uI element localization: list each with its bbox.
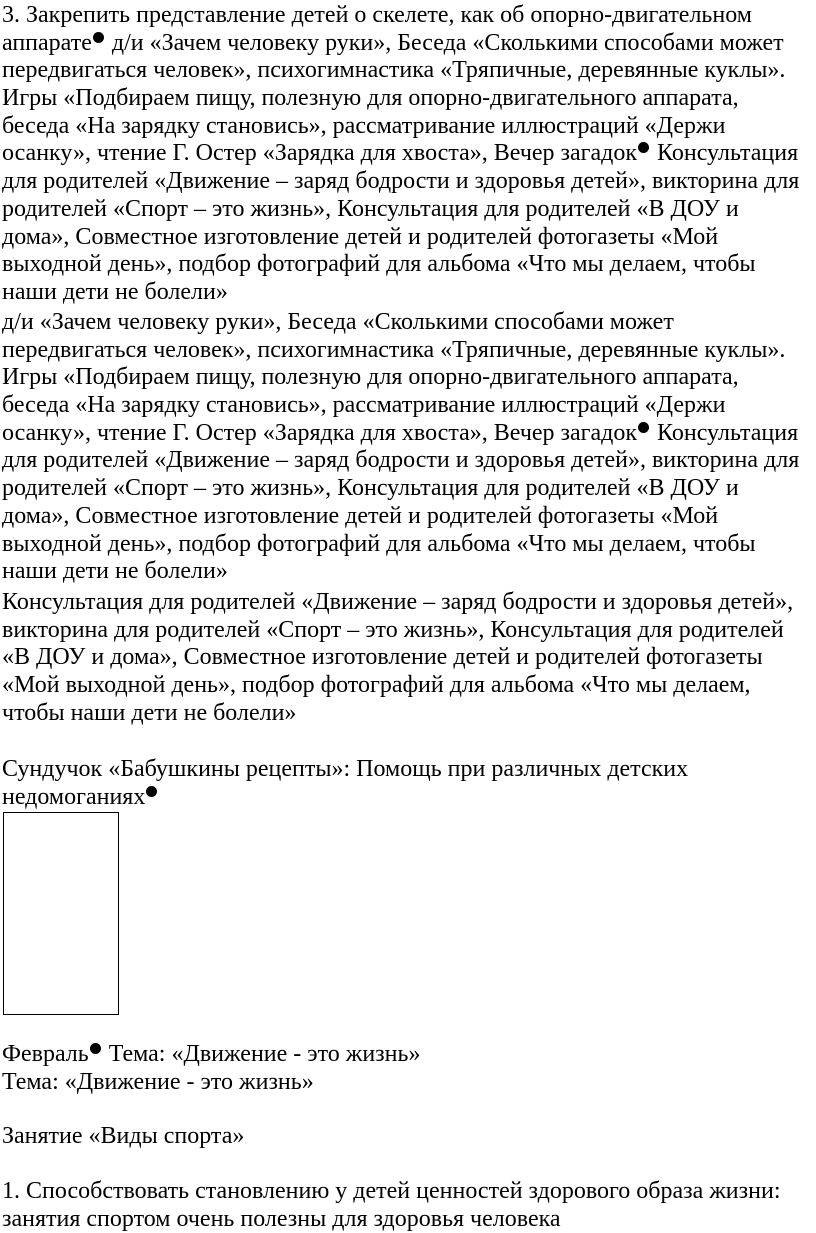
paragraph-activities-repeat <box>2 309 816 586</box>
bullet-icon <box>90 1043 101 1054</box>
text-line: викторина для родителей «Спорт – это жизнь», Консультация для родителей <box>2 616 784 643</box>
empty-image-frame <box>3 812 119 1015</box>
text-line: выходной день», подбор фотографий для альбома «Что мы делаем, чтобы <box>2 530 756 557</box>
text-line: занятия спортом очень полезны для здоровья человека <box>2 1205 561 1232</box>
text-line: чтобы наши дети не болели» <box>2 699 297 726</box>
text-segment: д/и «Зачем человеку руки», Беседа «Сколькими способами может <box>105 29 784 56</box>
text-segment: Февраль <box>2 1041 89 1067</box>
text-line: для родителей «Движение – заряд бодрости и здоровья детей», викторина для <box>2 168 800 195</box>
text-segment: недомоганиях <box>2 783 146 810</box>
text-line: Сундучок «Бабушкины рецепты»: Помощь при различных детских <box>2 756 689 782</box>
text-segment: осанку», чтение Г. Остер «Зарядка для хвоста», Вечер загадок <box>2 419 638 446</box>
text-line: Занятие «Виды спорта» <box>2 1123 245 1149</box>
text-segment: осанку», чтение Г. Остер «Зарядка для хвоста», Вечер загадок <box>2 140 638 167</box>
text-line: для родителей «Движение – заряд бодрости и здоровья детей», викторина для <box>2 447 800 474</box>
text-line <box>2 30 816 58</box>
paragraph-february-theme <box>2 1041 816 1096</box>
text-line: родителей «Спорт – это жизнь», Консультация для родителей «В ДОУ и <box>2 195 739 222</box>
bullet-icon <box>93 32 104 43</box>
paragraph-lesson-title <box>2 1123 816 1151</box>
text-line: 3. Закрепить представление детей о скелете, как об опорно-двигательном <box>2 2 752 28</box>
bullet-icon <box>638 422 649 433</box>
text-line: Игры «Подбираем пищу, полезную для опорно-двигательного аппарата, <box>2 364 739 391</box>
text-line: наши дети не болели» <box>2 558 228 585</box>
text-line: дома», Совместное изготовление детей и родителей фотогазеты «Мой <box>2 502 719 529</box>
text-line: дома», Совместное изготовление детей и родителей фотогазеты «Мой <box>2 223 719 250</box>
text-line <box>2 784 816 812</box>
text-line: «Мой выходной день», подбор фотографий для альбома «Что мы делаем, <box>2 672 751 699</box>
text-segment: Консультация <box>651 419 799 446</box>
text-segment: Консультация <box>651 140 799 167</box>
text-segment: Тема: «Движение - это жизнь» <box>102 1041 421 1067</box>
text-segment: аппарате <box>2 29 92 56</box>
text-line <box>2 140 816 168</box>
text-line: беседа «На зарядку становись», рассматривание иллюстраций «Держи <box>2 112 726 139</box>
text-line: д/и «Зачем человеку руки», Беседа «Сколькими способами может <box>2 309 674 335</box>
text-line: Консультация для родителей «Движение – заряд бодрости и здоровья детей», <box>2 589 794 615</box>
text-line: передвигаться человек», психогимнастика «Тряпичные, деревянные куклы». <box>2 57 786 84</box>
text-line: передвигаться человек», психогимнастика «Тряпичные, деревянные куклы». <box>2 336 786 363</box>
text-line: беседа «На зарядку становись», рассматривание иллюстраций «Держи <box>2 392 726 419</box>
text-line: Тема: «Движение - это жизнь» <box>2 1068 314 1095</box>
bullet-icon <box>638 142 649 153</box>
paragraph-skeleton-activities <box>2 2 816 307</box>
paragraph-grandma-recipes <box>2 756 816 811</box>
paragraph-parent-consultations <box>2 589 816 727</box>
text-line: 1. Способствовать становлению у детей ценностей здорового образа жизни: <box>2 1178 781 1204</box>
bullet-icon <box>146 786 157 797</box>
text-line: Игры «Подбираем пищу, полезную для опорно-двигательного аппарата, <box>2 85 739 112</box>
text-line: «В ДОУ и дома», Совместное изготовление детей и родителей фотогазеты <box>2 644 763 671</box>
paragraph-goal <box>2 1178 816 1233</box>
text-line: наши дети не болели» <box>2 278 228 305</box>
text-line: выходной день», подбор фотографий для альбома «Что мы делаем, чтобы <box>2 251 756 278</box>
text-line <box>2 1041 816 1069</box>
text-line <box>2 420 816 448</box>
text-line: родителей «Спорт – это жизнь», Консультация для родителей «В ДОУ и <box>2 475 739 502</box>
